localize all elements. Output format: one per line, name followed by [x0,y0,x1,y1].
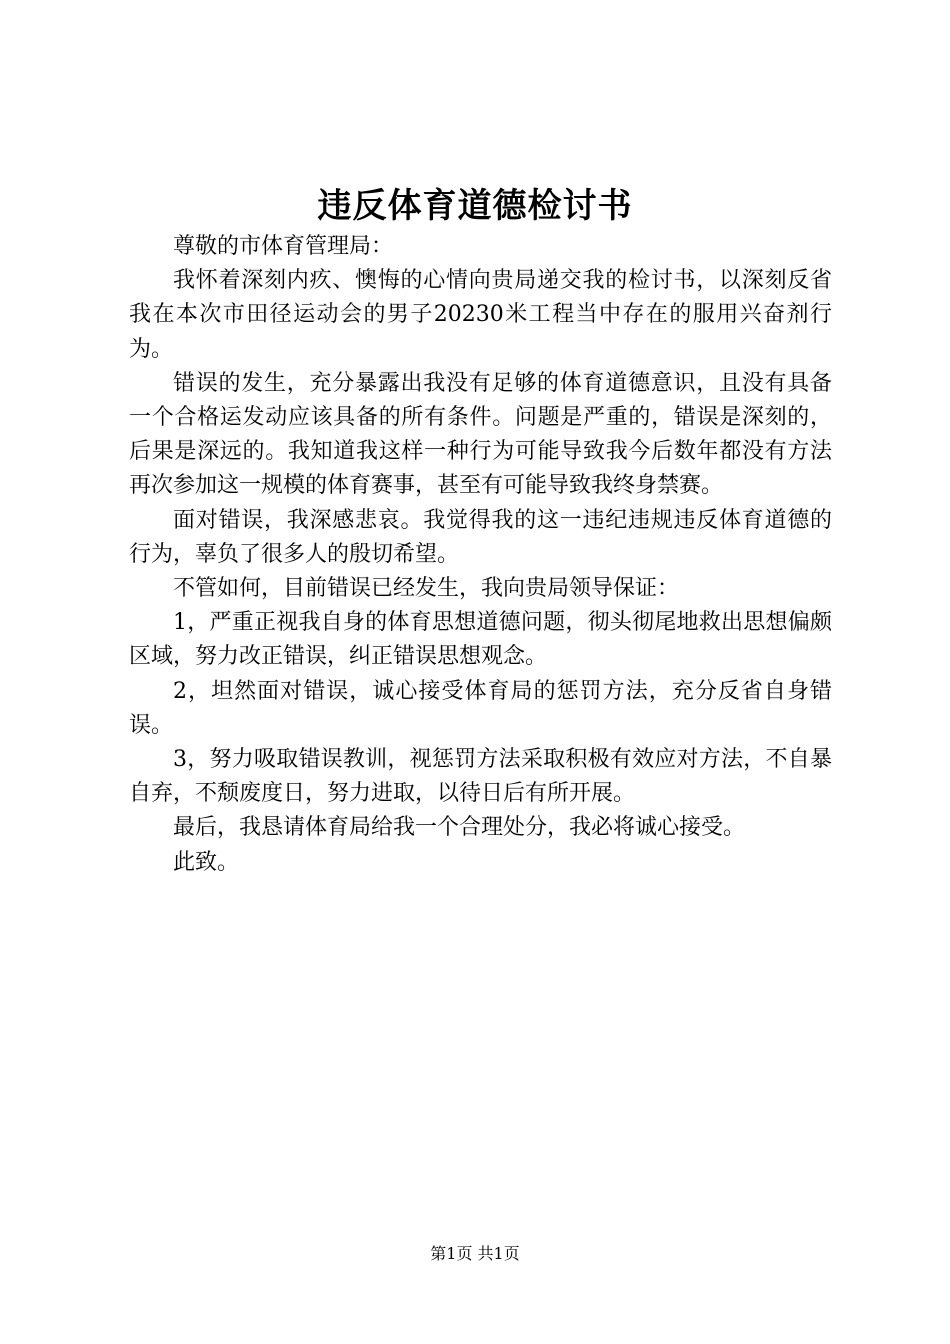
document-title: 违反体育道德检讨书 [317,186,633,226]
body-paragraph: 错误的发生，充分暴露出我没有足够的体育道德意识，且没有具备一个合格运发动应该具备的所有条件。问题是严重的，错误是深刻的，后果是深远的。我知道我这样一种行为可能导致我今后数年都没有方法再次参加这一规模的体育赛事，甚至有可能导致我终身禁赛。 [129,370,832,499]
pledge-item: 1，严重正视我自身的体育思想道德问题，彻头彻尾地救出思想偏颇区域，努力改正错误，纠正错误思想观念。 [129,610,832,670]
page-footer: 第1页 共1页 [430,1244,520,1263]
closing: 此致。 [173,849,240,875]
body-paragraph: 我怀着深刻内疚、懊悔的心情向贵局递交我的检讨书，以深刻反省我在本次市田径运动会的男子20230米工程当中存在的服用兴奋剂行为。 [129,268,832,362]
pledge-item: 3，努力吸取错误教训，视惩罚方法采取积极有效应对方法，不自暴自弃，不颓废度日，努力进取，以待日后有所开展。 [129,747,832,807]
body-paragraph: 最后，我恳请体育局给我一个合理处分，我必将诚心接受。 [173,815,746,841]
document-body [129,230,832,880]
body-paragraph: 不管如何，目前错误已经发生，我向贵局领导保证： [173,576,680,602]
pledge-item: 2，坦然面对错误，诚心接受体育局的惩罚方法，充分反省自身错误。 [129,678,832,738]
body-paragraph: 面对错误，我深感悲哀。我觉得我的这一违纪违规违反体育道德的行为，辜负了很多人的殷切希望。 [129,507,832,567]
salutation: 尊敬的市体育管理局： [173,234,394,259]
